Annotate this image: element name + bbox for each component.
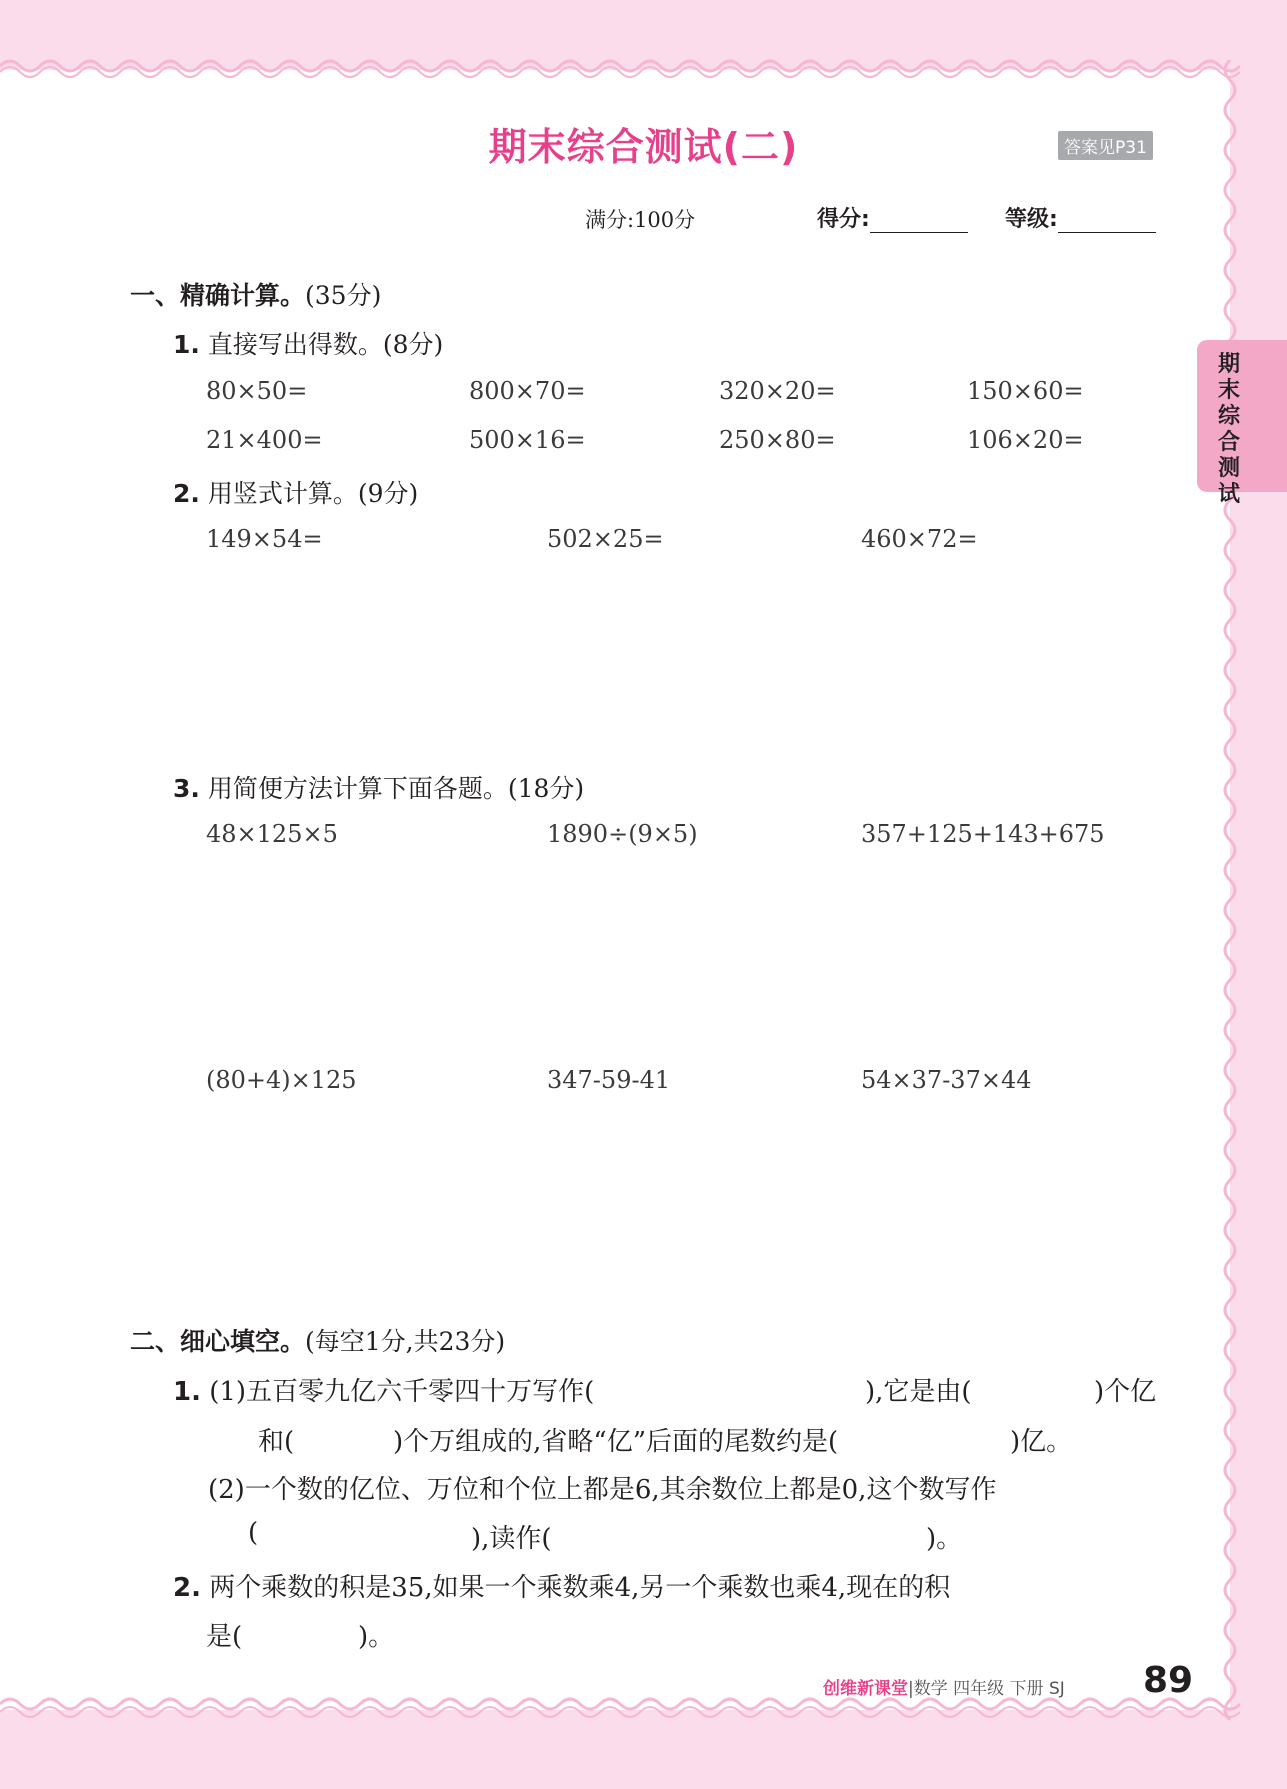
oral-calc-item: 150×60= [967, 377, 1084, 405]
score-field[interactable] [817, 202, 968, 233]
vertical-calc-item: 149×54= [206, 525, 323, 553]
paper-sheet [0, 70, 1230, 1710]
footer-subject: 数学 四年级 下册 SJ [913, 1679, 1065, 1699]
s2-q1-number: 1. [173, 1377, 201, 1407]
full-score-label: 满分:100分 [585, 208, 696, 232]
right-wavy-border [1217, 60, 1243, 1720]
s2-q2-text: 两个乘数的积是35,如果一个乘数乘4,另一个乘数也乘4,现在的积 [209, 1573, 951, 1603]
footer [823, 1674, 1065, 1699]
s2-q2-line2-start: 是( [206, 1622, 243, 1652]
page-number: 89 [1143, 1660, 1194, 1701]
s2-q2-number: 2. [173, 1573, 201, 1603]
score-blank[interactable] [870, 206, 968, 233]
s1-q3-text: 用简便方法计算下面各题。(18分) [207, 774, 585, 803]
bottom-wavy-border [0, 1696, 1240, 1724]
grade-blank[interactable] [1058, 206, 1156, 233]
s2-q1-line1-end: )个亿 [1094, 1377, 1157, 1407]
oral-calc-item: 80×50= [206, 377, 308, 405]
s2-q1-line2-end: )亿。 [1010, 1427, 1073, 1457]
oral-calc-item: 106×20= [967, 426, 1084, 454]
s1-q3-number: 3. [173, 774, 200, 803]
s2-q1-line2-mid: )个万组成的,省略“亿”后面的尾数约是( [393, 1427, 839, 1457]
section2-heading [130, 1322, 505, 1358]
section1-heading [130, 276, 381, 312]
side-tab [1197, 340, 1287, 507]
s2-q1-line4-end: )。 [926, 1524, 963, 1554]
section1-title: 一、精确计算。 [130, 281, 306, 310]
footer-brand: 创维新课堂 [823, 1679, 908, 1699]
s2-q1-text: (1)五百零九亿六千零四十万写作( [209, 1377, 595, 1407]
grade-label: 等级: [1005, 207, 1058, 232]
simplify-calc-item: 1890÷(9×5) [547, 820, 698, 848]
oral-calc-item: 800×70= [469, 377, 586, 405]
oral-calc-item: 250×80= [719, 426, 836, 454]
s1-q1-prompt [173, 325, 443, 361]
s2-q1-line1-mid: ),它是由( [865, 1377, 972, 1407]
simplify-calc-item: (80+4)×125 [206, 1066, 357, 1094]
grade-field[interactable] [1005, 202, 1156, 233]
oral-calc-item: 500×16= [469, 426, 586, 454]
s2-q2-line2-end: )。 [358, 1622, 395, 1652]
footer-divider: | [908, 1679, 914, 1699]
s2-q2-line1 [173, 1567, 950, 1604]
s1-q1-text: 直接写出得数。(8分) [207, 330, 444, 359]
side-tab-label: 期末综合测试 [1217, 352, 1240, 507]
s1-q2-prompt [173, 474, 418, 510]
simplify-calc-item: 48×125×5 [206, 820, 338, 848]
vertical-calc-item: 460×72= [861, 525, 978, 553]
oral-calc-item: 320×20= [719, 377, 836, 405]
s2-q1-line4-start: ( [248, 1518, 259, 1548]
s2-q1-line4-mid: ),读作( [471, 1524, 552, 1554]
section2-title: 二、细心填空。 [130, 1327, 306, 1356]
simplify-calc-item: 347-59-41 [547, 1066, 671, 1094]
vertical-calc-item: 502×25= [547, 525, 664, 553]
page-title: 期末综合测试(二) [488, 125, 799, 169]
top-wavy-border [0, 52, 1240, 80]
s1-q1-number: 1. [173, 330, 200, 359]
section1-points: (35分) [305, 281, 382, 310]
s2-q1-line1 [173, 1371, 594, 1408]
s2-q1-line2-start: 和( [258, 1427, 295, 1457]
simplify-calc-item: 357+125+143+675 [861, 820, 1105, 848]
simplify-calc-item: 54×37-37×44 [861, 1066, 1032, 1094]
s1-q3-prompt [173, 769, 584, 805]
s2-q1-line3: (2)一个数的亿位、万位和个位上都是6,其余数位上都是0,这个数写作 [208, 1475, 997, 1505]
s1-q2-text: 用竖式计算。(9分) [207, 479, 419, 508]
oral-calc-item: 21×400= [206, 426, 323, 454]
s1-q2-number: 2. [173, 479, 200, 508]
section2-points: (每空1分,共23分) [305, 1327, 506, 1356]
answer-reference-badge: 答案见P31 [1058, 131, 1153, 160]
score-label: 得分: [817, 207, 870, 232]
